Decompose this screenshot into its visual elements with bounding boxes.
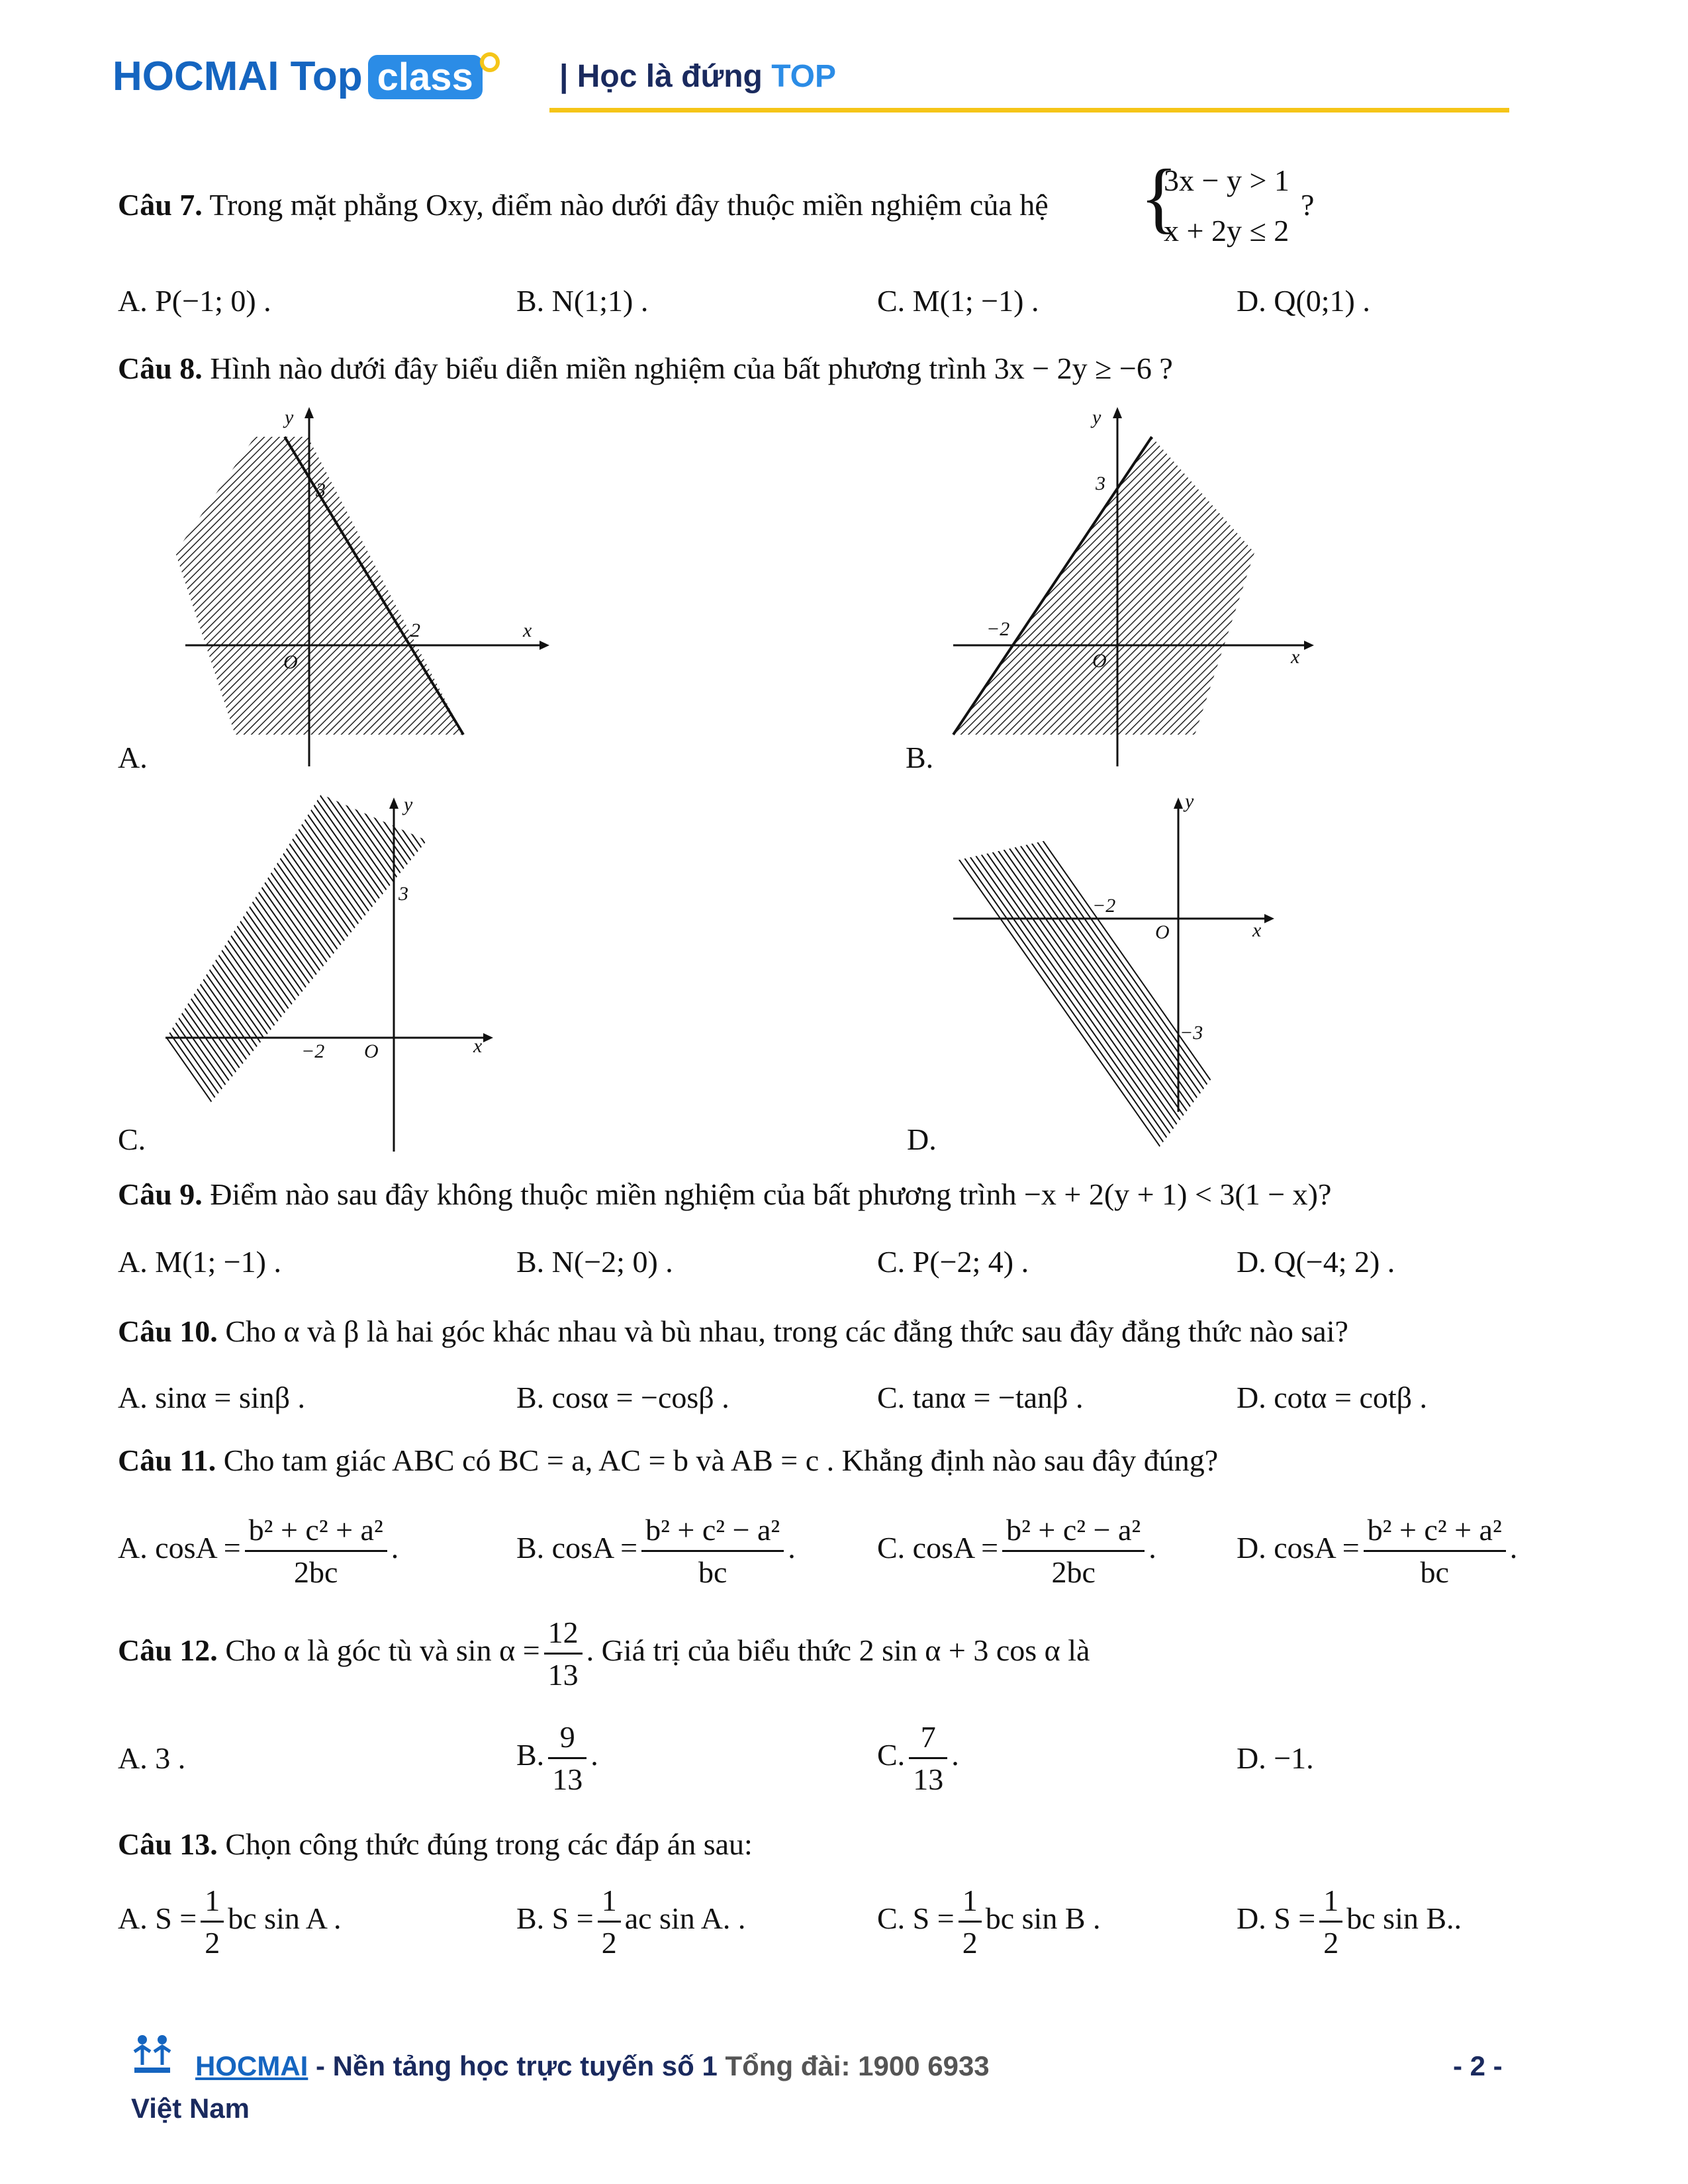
option-prefix: C. S = [877,1901,955,1936]
option-suffix: . [1509,1531,1518,1565]
option-b[interactable] [516,1512,796,1590]
fraction [1002,1512,1145,1590]
slogan-prefix: | Học là đứng [559,59,772,94]
question-12 [118,1615,1090,1692]
shaded-region [165,794,427,1105]
option-suffix: . [1149,1531,1156,1565]
question-text: Chọn công thức đúng trong các đáp án sau: [225,1827,753,1861]
tick-label: 3 [1096,473,1105,494]
footer-brand-link[interactable]: HOCMAI [195,2050,308,2081]
fraction [959,1883,982,1960]
x-label: x [1291,646,1300,668]
numerator: b² + c² + a² [1367,1513,1502,1547]
question-8 [118,351,1173,386]
graph-d [947,788,1297,1158]
option-prefix: A. cosA = [118,1531,241,1565]
page-number: - 2 - [1453,2050,1503,2081]
x-label: x [1252,919,1262,941]
denominator: bc [1364,1550,1506,1590]
option-prefix: D. S = [1237,1901,1316,1936]
tick-label: 3 [399,883,408,905]
question-label: Câu 10. [118,1314,218,1348]
footer-country: Việt Nam [131,2093,250,2124]
question-13 [118,1827,753,1862]
option-d[interactable]: D. Q(0;1) . [1237,284,1370,318]
shaded-region [957,841,1211,1148]
question-text: Hình nào dưới đây biểu diễn miền nghiệm của bất phương trình 3x − 2y ≥ −6 ? [210,351,1173,385]
tick-label: −3 [1180,1022,1203,1044]
fraction [201,1883,224,1960]
option-c[interactable] [877,1719,959,1797]
denominator: 2 [201,1921,224,1960]
numerator: 1 [601,1884,617,1917]
denominator: 13 [548,1757,586,1797]
option-b[interactable] [516,1719,598,1797]
option-d[interactable] [1237,1512,1517,1590]
y-label: y [1185,790,1194,812]
option-b[interactable] [516,1883,745,1960]
question-text: Điểm nào sau đây không thuộc miền nghiệm của bất phương trình −x + 2(y + 1) < 3(1 − x)? [210,1177,1332,1211]
question-11 [118,1443,1218,1478]
option-a[interactable]: A. sinα = sinβ . [118,1381,306,1414]
hocmai-logo-icon [129,2032,175,2078]
system-eq-2: x + 2y ≤ 2 [1164,214,1289,248]
option-suffix: . [391,1531,399,1565]
option-b[interactable]: B. N(−2; 0) . [516,1245,673,1279]
figure-option-d[interactable]: D. [907,1122,937,1156]
question-label: Câu 12. [118,1633,218,1668]
option-suffix: bc sin A . [228,1901,342,1936]
footer-line [195,2050,990,2082]
footer-hotline: Tổng đài: 1900 6933 [725,2050,990,2081]
brand-class-badge: class [368,55,483,99]
question-text: Cho α là góc tù và sin α = [225,1633,540,1668]
tick-label: −2 [986,618,1010,640]
option-a[interactable]: A. M(1; −1) . [118,1245,281,1279]
question-label: Câu 8. [118,351,203,385]
denominator: 13 [544,1653,583,1692]
brand-name: HOCMAI Top [113,54,363,99]
sun-icon [475,48,504,77]
denominator: 13 [909,1757,947,1797]
y-label: y [1092,406,1102,428]
numerator: 12 [547,1615,579,1649]
option-b[interactable]: B. N(1;1) . [516,284,649,318]
option-c[interactable]: C. tanα = −tanβ . [877,1381,1084,1414]
system-brace: { [1140,153,1178,241]
tick-label: 3 [316,479,326,501]
slogan-top: TOP [771,59,837,94]
tick-label: −2 [301,1040,325,1062]
numerator: b² + c² + a² [248,1513,383,1547]
option-suffix: . [590,1738,598,1772]
graph-c [152,788,503,1158]
question-mark: ? [1301,188,1315,222]
origin-label: O [283,651,298,673]
x-label: x [523,619,532,641]
option-prefix: B. S = [516,1901,594,1936]
graph-b [947,404,1344,774]
question-10 [118,1314,1348,1349]
numerator: b² + c² − a² [1006,1513,1141,1547]
numerator: 9 [559,1720,575,1754]
question-label: Câu 11. [118,1443,216,1477]
fraction [1319,1883,1342,1960]
option-a[interactable]: A. 3 . [118,1741,186,1775]
option-d[interactable]: D. Q(−4; 2) . [1237,1245,1395,1279]
fraction [909,1719,947,1797]
option-a[interactable] [118,1883,342,1960]
fraction [1364,1512,1506,1590]
y-label: y [285,406,294,428]
brand-logo [113,53,483,100]
figure-option-c[interactable]: C. [118,1122,146,1156]
option-d[interactable]: D. −1. [1237,1741,1314,1775]
question-text: . Giá trị của biểu thức 2 sin α + 3 cos α là [586,1633,1090,1668]
tick-label: 2 [410,619,420,641]
option-prefix: B. cosA = [516,1531,638,1565]
option-a[interactable] [118,1512,399,1590]
fraction [544,1615,583,1692]
system-eq-1: 3x − y > 1 [1164,163,1289,197]
question-label: Câu 9. [118,1177,203,1211]
header-rule [549,108,1509,113]
denominator: 2 [1319,1921,1342,1960]
option-d[interactable]: D. cotα = cotβ . [1237,1381,1428,1414]
question-label: Câu 7. [118,188,203,222]
numerator: 1 [1323,1884,1339,1917]
numerator: 1 [962,1884,978,1917]
option-a[interactable]: A. P(−1; 0) . [118,284,271,318]
graph-a [162,404,559,774]
numerator: b² + c² − a² [645,1513,780,1547]
denominator: 2 [959,1921,982,1960]
option-suffix: bc sin B . [985,1901,1101,1936]
fraction [598,1883,621,1960]
question-text: Cho α và β là hai góc khác nhau và bù nhau, trong các đẳng thức sau đây đẳng thức nào sai? [225,1314,1348,1348]
origin-label: O [1092,650,1107,672]
option-b[interactable]: B. cosα = −cosβ . [516,1381,729,1414]
fraction [245,1512,387,1590]
fraction [548,1719,586,1797]
denominator: bc [641,1550,784,1590]
option-prefix: C. [877,1738,906,1772]
option-suffix: ac sin A. . [624,1901,746,1936]
option-c[interactable] [877,1512,1156,1590]
option-c[interactable]: C. M(1; −1) . [877,284,1039,318]
option-prefix: C. cosA = [877,1531,999,1565]
origin-label: O [1155,921,1170,943]
option-c[interactable]: C. P(−2; 4) . [877,1245,1029,1279]
figure-option-a[interactable]: A. [118,741,148,774]
x-label: x [473,1035,483,1057]
numerator: 1 [205,1884,220,1917]
tick-label: −2 [1092,895,1116,917]
y-label: y [404,794,413,815]
figure-option-b[interactable]: B. [906,741,934,774]
question-label: Câu 13. [118,1827,218,1861]
question-9 [118,1177,1331,1212]
slogan [559,58,836,95]
numerator: 7 [920,1720,936,1754]
option-suffix: . [951,1738,959,1772]
fraction [641,1512,784,1590]
denominator: 2bc [1002,1550,1145,1590]
origin-label: O [364,1040,379,1062]
question-text: Trong mặt phẳng Oxy, điểm nào dưới đây thuộc miền nghiệm của hệ [209,188,1049,222]
option-c[interactable] [877,1883,1101,1960]
option-d[interactable] [1237,1883,1462,1960]
option-suffix: . [788,1531,796,1565]
question-text: Cho tam giác ABC có BC = a, AC = b và AB = c . Khẳng định nào sau đây đúng? [223,1443,1219,1477]
option-prefix: A. S = [118,1901,197,1936]
option-prefix: D. cosA = [1237,1531,1360,1565]
option-suffix: bc sin B.. [1346,1901,1462,1936]
denominator: 2bc [245,1550,387,1590]
denominator: 2 [598,1921,621,1960]
question-7 [118,187,1049,222]
option-prefix: B. [516,1738,545,1772]
footer-tagline: - Nền tảng học trực tuyến số 1 [308,2050,726,2081]
